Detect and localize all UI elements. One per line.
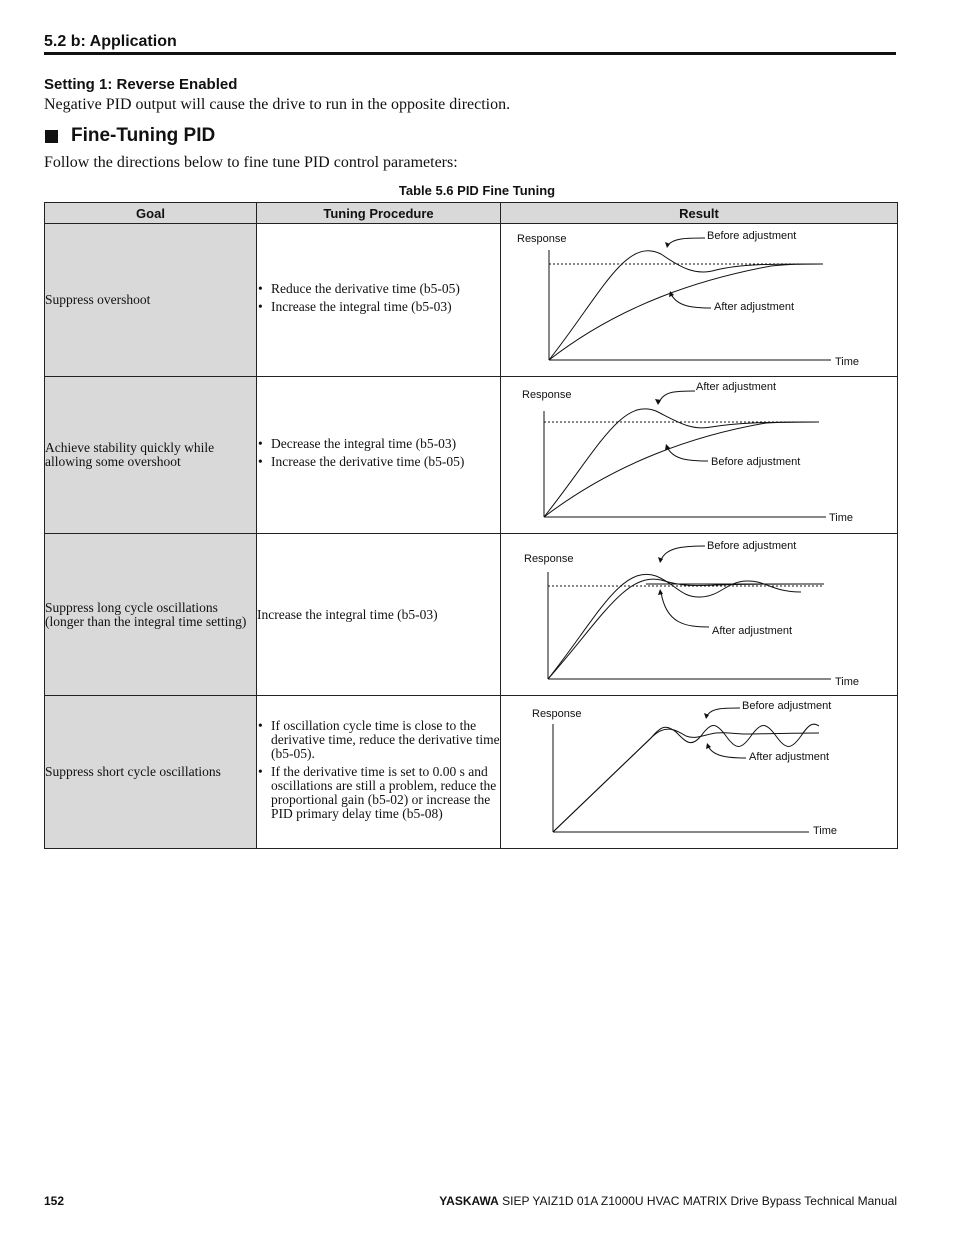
header-goal: Goal — [45, 203, 257, 224]
result-cell — [501, 224, 898, 377]
goal-cell: Suppress short cycle oscillations — [45, 696, 257, 849]
section-header: 5.2 b: Application — [44, 33, 896, 55]
before-adjustment-curve — [553, 724, 819, 832]
goal-cell: Achieve stability quickly while allowing some overshoot — [45, 377, 257, 534]
stability-response-chart — [501, 377, 897, 533]
table-row — [45, 696, 898, 849]
bottom-pointer-line — [708, 746, 746, 758]
response-axis-label: Response — [532, 708, 582, 720]
after-adjustment-label: After adjustment — [749, 751, 830, 763]
time-axis-label: Time — [835, 676, 860, 688]
before-pointer-line — [667, 238, 705, 246]
top-pointer-line — [659, 391, 695, 403]
procedure-item: • Increase the derivative time (b5-05) — [257, 455, 500, 469]
setting-heading: Setting 1: Reverse Enabled — [44, 76, 238, 93]
result-cell — [501, 534, 898, 696]
page-number: 152 — [44, 1194, 65, 1208]
before-adjustment-curve — [544, 422, 819, 517]
overshoot-response-chart — [501, 224, 897, 376]
footer-manual-name: SIEP YAIZ1D 01A Z1000U HVAC MATRIX Drive Bypass Technical Manual — [498, 1194, 897, 1208]
arrow-head-icon — [655, 399, 661, 405]
time-axis-label: Time — [813, 825, 838, 837]
after-adjustment-curve — [553, 729, 819, 832]
time-axis-label: Time — [835, 356, 860, 368]
fine-tuning-title: Fine-Tuning PID — [71, 125, 216, 146]
response-axis-label: Response — [517, 233, 567, 245]
goal-cell: Suppress long cycle oscillations (longer than the integral time setting) — [45, 534, 257, 696]
setting-text: Negative PID output will cause the drive to run in the opposite direction. — [44, 96, 511, 113]
procedure-item: • If the derivative time is set to 0.00 s and oscillations are still a problem, reduce the proportional gain (b5-02) or increase the PID primary delay time (b5-08) — [257, 765, 500, 821]
after-adjustment-label: After adjustment — [714, 301, 795, 313]
footer-manual-title — [439, 1194, 897, 1208]
top-pointer-line — [707, 708, 740, 716]
short-cycle-response-chart — [501, 696, 897, 848]
procedure-item: • Decrease the integral time (b5-03) — [257, 437, 500, 451]
top-pointer-line — [661, 546, 705, 560]
fine-tuning-heading — [44, 125, 215, 147]
table-header-row — [45, 203, 898, 224]
procedure-cell — [257, 377, 501, 534]
square-bullet-icon — [45, 130, 58, 143]
pid-fine-tuning-table — [44, 202, 898, 849]
response-axis-label: Response — [522, 389, 572, 401]
table-row — [45, 377, 898, 534]
result-cell — [501, 377, 898, 534]
response-axis-label: Response — [524, 553, 574, 565]
header-procedure: Tuning Procedure — [257, 203, 501, 224]
procedure-item: • If oscillation cycle time is close to the derivative time, reduce the derivative time (b5-05). — [257, 719, 500, 761]
goal-cell: Suppress overshoot — [45, 224, 257, 377]
long-cycle-response-chart — [501, 534, 897, 695]
table-row — [45, 224, 898, 377]
table-row — [45, 534, 898, 696]
procedure-cell: Increase the integral time (b5-03) — [257, 534, 501, 696]
header-result: Result — [501, 203, 898, 224]
procedure-cell — [257, 696, 501, 849]
after-pointer-line — [671, 294, 711, 308]
fine-tuning-intro: Follow the directions below to fine tune PID control parameters: — [44, 154, 458, 171]
arrow-head-icon — [665, 242, 670, 248]
after-adjustment-label: After adjustment — [696, 381, 777, 393]
time-axis-label: Time — [829, 512, 854, 524]
result-cell — [501, 696, 898, 849]
procedure-item: • Reduce the derivative time (b5-05) — [257, 282, 500, 296]
footer-brand: YASKAWA — [439, 1194, 499, 1208]
before-adjustment-label: Before adjustment — [711, 456, 801, 468]
procedure-item: • Increase the integral time (b5-03) — [257, 300, 500, 314]
bottom-pointer-line — [667, 447, 708, 461]
before-adjustment-label: Before adjustment — [742, 700, 832, 712]
procedure-cell — [257, 224, 501, 377]
arrow-head-icon — [706, 743, 711, 749]
after-adjustment-label: After adjustment — [712, 625, 793, 637]
before-adjustment-label: Before adjustment — [707, 230, 797, 242]
arrow-head-icon — [658, 589, 663, 595]
before-adjustment-label: Before adjustment — [707, 540, 797, 552]
table-caption: Table 5.6 PID Fine Tuning — [398, 183, 556, 198]
